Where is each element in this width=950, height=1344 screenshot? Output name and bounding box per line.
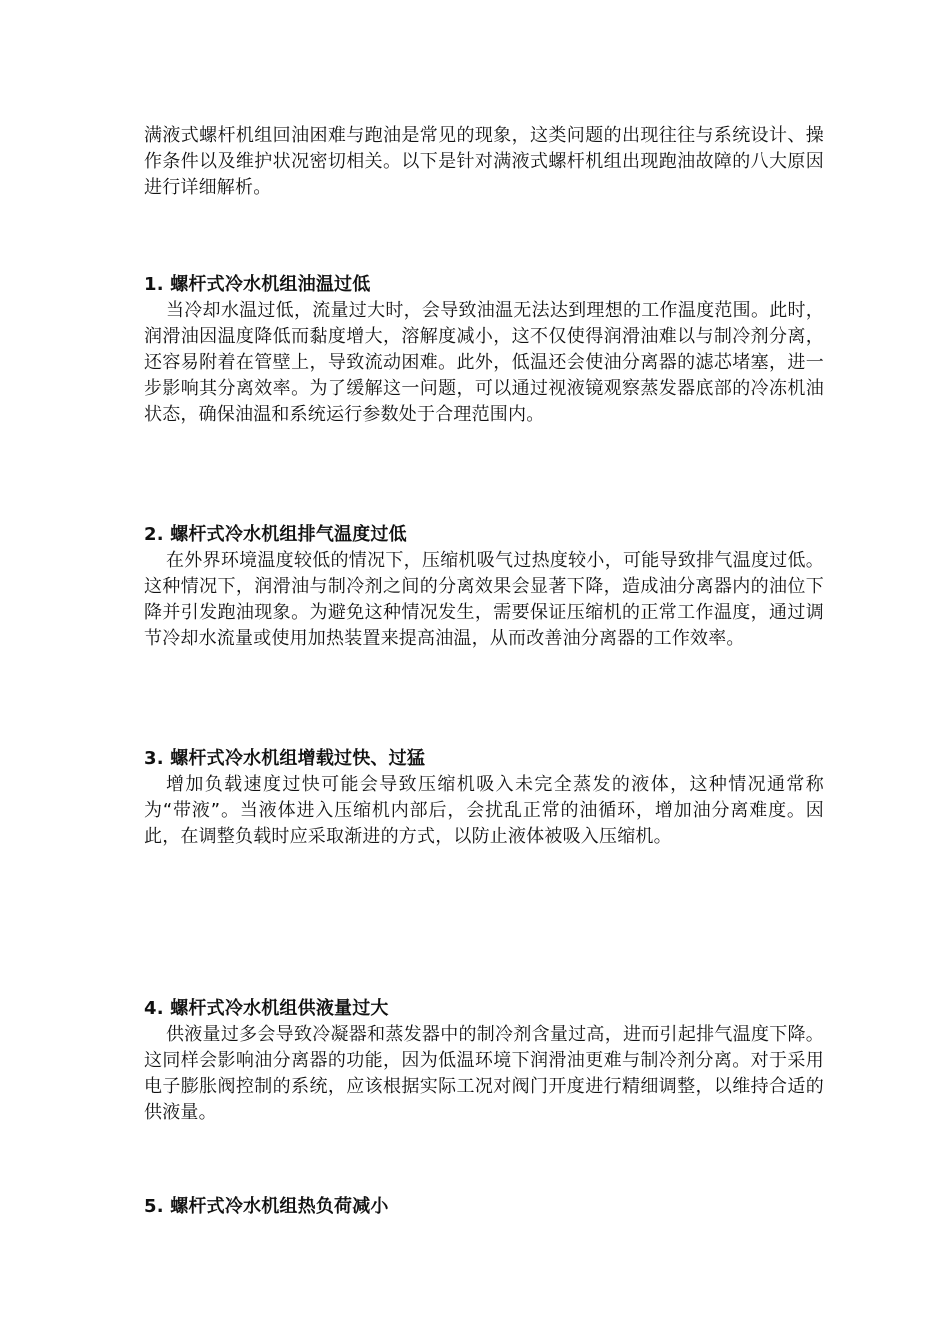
section-heading: 5. 螺杆式冷水机组热负荷减小 xyxy=(144,1196,389,1217)
section-heading: 1. 螺杆式冷水机组油温过低 xyxy=(144,274,371,295)
section-paragraph: 增加负载速度过快可能会导致压缩机吸入未完全蒸发的液体，这种情况通常称为“带液”。当液体进入压缩机内部后，会扰乱正常的油循环，增加油分离难度。因此，在调整负载时应采取渐进的方式，以防止液体被吸入压缩机。 xyxy=(144,774,824,847)
section-3 xyxy=(144,746,824,850)
intro-block xyxy=(144,123,824,201)
section-heading: 2. 螺杆式冷水机组排气温度过低 xyxy=(144,524,407,545)
section-paragraph: 供液量过多会导致冷凝器和蒸发器中的制冷剂含量过高，进而引起排气温度下降。这同样会影响油分离器的功能，因为低温环境下润滑油更难与制冷剂分离。对于采用电子膨胀阀控制的系统，应该根据实际工况对阀门开度进行精细调整，以维持合适的供液量。 xyxy=(144,1024,824,1123)
section-paragraph: 当冷却水温过低，流量过大时，会导致油温无法达到理想的工作温度范围。此时，润滑油因温度降低而黏度增大，溶解度减小，这不仅使得润滑油难以与制冷剂分离，还容易附着在管壁上，导致流动困难。此外，低温还会使油分离器的滤芯堵塞，进一步影响其分离效率。为了缓解这一问题，可以通过视液镜观察蒸发器底部的冷冻机油状态，确保油温和系统运行参数处于合理范围内。 xyxy=(144,300,824,425)
section-1 xyxy=(144,272,824,428)
section-2 xyxy=(144,522,824,652)
section-4 xyxy=(144,996,824,1126)
intro-paragraph: 满液式螺杆机组回油困难与跑油是常见的现象，这类问题的出现往往与系统设计、操作条件以及维护状况密切相关。以下是针对满液式螺杆机组出现跑油故障的八大原因进行详细解析。 xyxy=(144,125,824,198)
section-5 xyxy=(144,1194,824,1220)
section-paragraph: 在外界环境温度较低的情况下，压缩机吸气过热度较小，可能导致排气温度过低。这种情况下，润滑油与制冷剂之间的分离效果会显著下降，造成油分离器内的油位下降并引发跑油现象。为避免这种情况发生，需要保证压缩机的正常工作温度，通过调节冷却水流量或使用加热装置来提高油温，从而改善油分离器的工作效率。 xyxy=(144,550,824,649)
section-heading: 4. 螺杆式冷水机组供液量过大 xyxy=(144,998,389,1019)
section-heading: 3. 螺杆式冷水机组增载过快、过猛 xyxy=(144,748,426,769)
